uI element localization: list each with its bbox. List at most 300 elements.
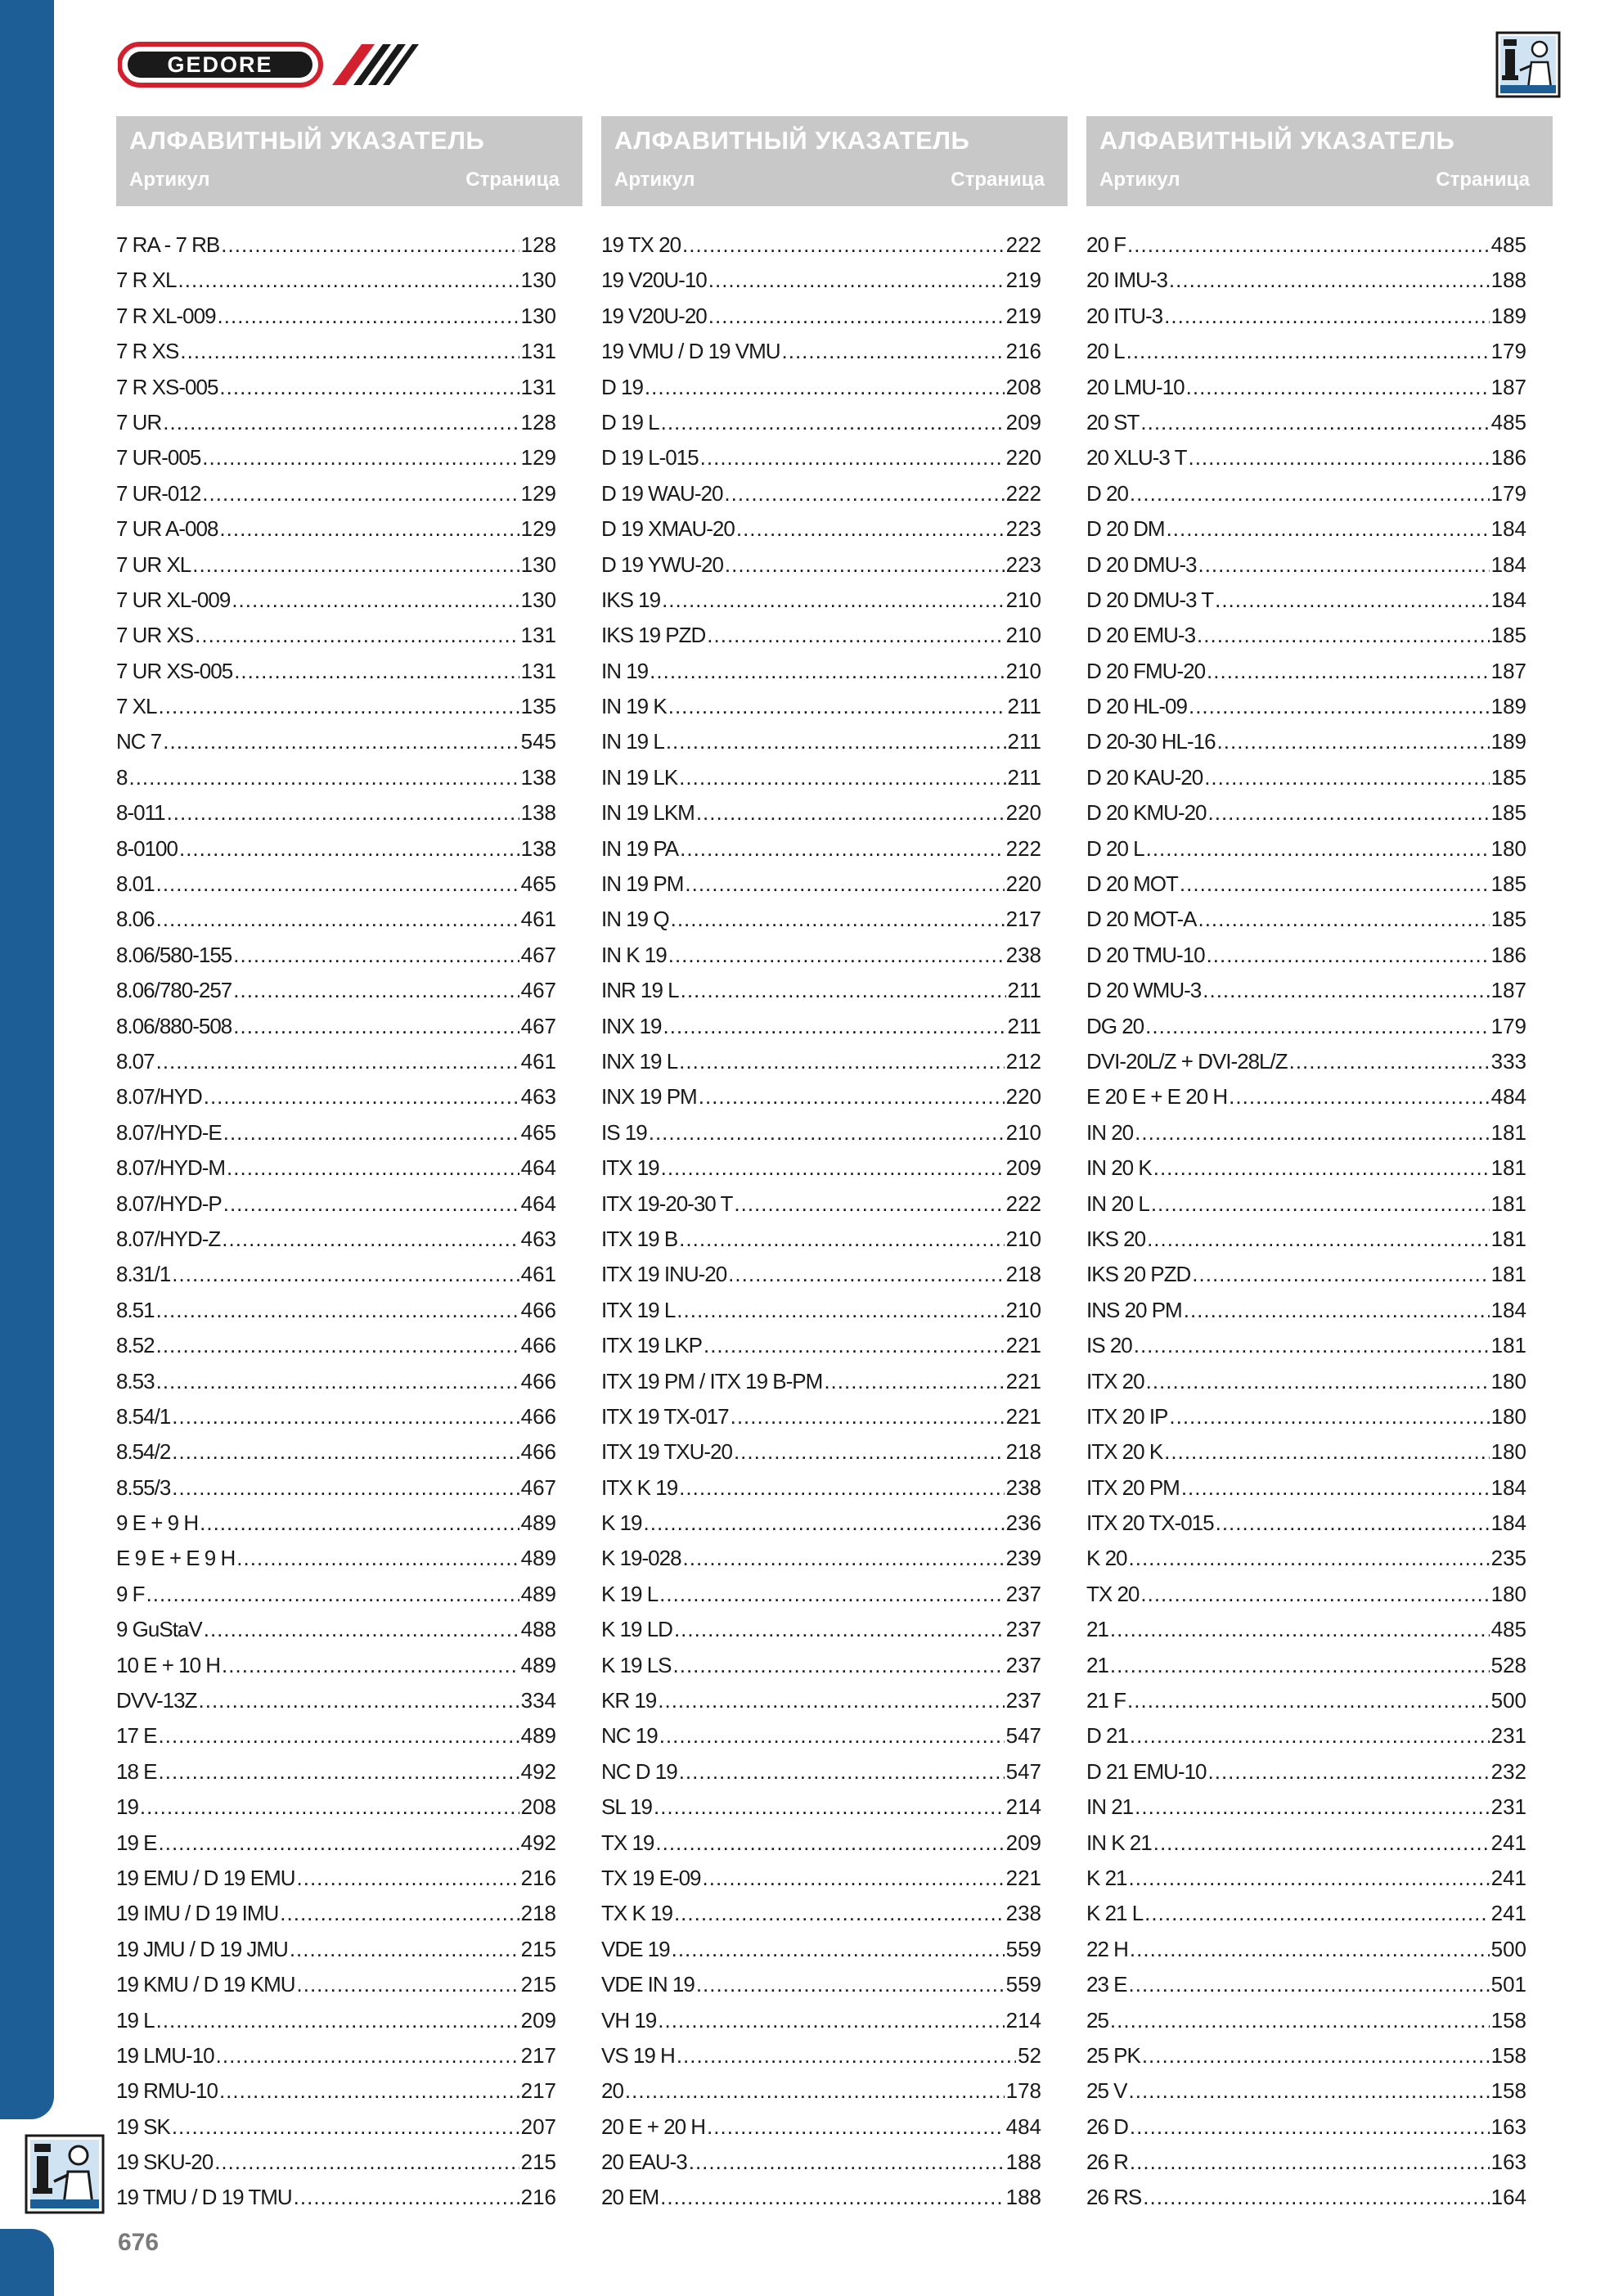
article-number: 8.06/780-257: [116, 978, 232, 1003]
dot-leader: [140, 1794, 519, 1820]
header-page-label: Страница: [465, 169, 560, 191]
page-reference: 130: [520, 268, 556, 293]
article-number: D 20 KMU-20: [1086, 800, 1207, 826]
dot-leader: [1130, 481, 1490, 506]
index-entry: [601, 2008, 1041, 2043]
article-number: 7 UR: [116, 409, 162, 434]
article-number: VH 19: [601, 2007, 657, 2033]
article-number: 19 JMU / D 19 JMU: [116, 1936, 288, 1961]
index-entry: [1086, 1404, 1526, 1439]
page-reference: 214: [1005, 2007, 1041, 2033]
article-number: IKS 19 PZD: [601, 623, 706, 648]
dot-leader: [666, 729, 1006, 754]
page-reference: 467: [520, 978, 556, 1003]
dot-leader: [1192, 1262, 1489, 1287]
article-number: INS 20 PM: [1086, 1297, 1182, 1322]
article-number: 26 R: [1086, 2150, 1128, 2175]
dot-leader: [1169, 268, 1490, 293]
dot-leader: [159, 1723, 519, 1749]
page-reference: 181: [1490, 1155, 1526, 1181]
article-number: D 20 EMU-3: [1086, 623, 1196, 648]
page-reference: 181: [1490, 1262, 1526, 1287]
index-entry: [1086, 2114, 1526, 2150]
index-entry: [601, 481, 1041, 516]
dot-leader: [222, 1227, 519, 1252]
article-number: 7 R XS: [116, 339, 179, 364]
index-entry: [601, 1937, 1041, 1972]
article-number: IN 19 L: [601, 729, 664, 754]
index-entry: [116, 516, 556, 551]
index-entry: [601, 1688, 1041, 1723]
dot-leader: [199, 1688, 519, 1713]
index-entry: [601, 1582, 1041, 1617]
page-reference: 485: [1490, 409, 1526, 434]
dot-leader: [159, 1759, 519, 1785]
page-reference: 209: [520, 2007, 556, 2033]
page-reference: 547: [1005, 1758, 1041, 1784]
index-entry: [601, 1014, 1041, 1049]
article-number: 7 UR XS: [116, 623, 194, 648]
page-reference: 184: [1490, 1474, 1526, 1500]
page-reference: 216: [1005, 339, 1041, 364]
index-entry: [1086, 1723, 1526, 1758]
dot-leader: [1207, 659, 1490, 684]
index-entry: [116, 1049, 556, 1084]
article-number: IKS 20: [1086, 1226, 1146, 1251]
dot-leader: [658, 1688, 1004, 1713]
article-number: D 20 MOT-A: [1086, 907, 1197, 932]
page-reference: 180: [1490, 835, 1526, 861]
page-reference: 208: [520, 1794, 556, 1820]
article-number: D 20 TMU-10: [1086, 942, 1205, 967]
page-reference: 187: [1490, 658, 1526, 683]
article-number: K 19 LD: [601, 1617, 672, 1642]
dot-leader: [172, 1475, 519, 1501]
page-reference: 219: [1005, 268, 1041, 293]
index-entry: [601, 1972, 1041, 2007]
index-entry: [116, 943, 556, 978]
article-number: 8.07/HYD: [116, 1084, 202, 1110]
page-reference: 528: [1490, 1652, 1526, 1677]
article-number: D 19 XMAU-20: [601, 516, 735, 542]
dot-leader: [683, 1546, 1005, 1571]
page-reference: 138: [520, 764, 556, 790]
article-number: ITX 19: [601, 1155, 659, 1181]
index-entry: [601, 1120, 1041, 1155]
dot-leader: [674, 1617, 1005, 1642]
index-entry: [1086, 1866, 1526, 1901]
dot-leader: [644, 1510, 1005, 1536]
article-number: 20 ITU-3: [1086, 303, 1163, 328]
article-number: IS 19: [601, 1119, 647, 1145]
index-entry: [116, 2078, 556, 2114]
page-reference: 180: [1490, 1581, 1526, 1606]
header-title: АЛФАВИТНЫЙ УКАЗАТЕЛЬ: [1099, 126, 1455, 155]
dot-leader: [1140, 410, 1489, 435]
index-column-2: [601, 232, 1041, 2221]
index-entry: [1086, 1227, 1526, 1262]
dot-leader: [1188, 445, 1489, 470]
article-number: 7 R XL-009: [116, 303, 216, 328]
article-number: ITX 20 PM: [1086, 1474, 1180, 1500]
article-number: D 20 DM: [1086, 516, 1165, 542]
index-entry: [1086, 1120, 1526, 1155]
article-number: SL 19: [601, 1794, 652, 1820]
article-number: D 20 KAU-20: [1086, 764, 1203, 790]
article-number: ITX 19 LKP: [601, 1333, 702, 1358]
article-number: INX 19 PM: [601, 1084, 697, 1110]
index-entry: [116, 268, 556, 303]
page-reference: 216: [520, 1865, 556, 1890]
page-reference: 52: [1018, 2042, 1041, 2068]
page-reference: 179: [1490, 339, 1526, 364]
article-number: K 19-028: [601, 1546, 681, 1571]
dot-leader: [661, 410, 1005, 435]
index-entry: [601, 1653, 1041, 1688]
index-entry: [1086, 410, 1526, 445]
dot-leader: [677, 2043, 1016, 2069]
article-number: K 21 L: [1086, 1901, 1144, 1926]
dot-leader: [232, 588, 519, 613]
page-reference: 220: [1005, 1084, 1041, 1110]
index-entry: [601, 410, 1041, 445]
dot-leader: [671, 907, 1005, 932]
article-number: 20 ST: [1086, 409, 1140, 434]
index-entry: [1086, 232, 1526, 268]
dot-leader: [219, 375, 519, 400]
dot-leader: [1145, 1014, 1489, 1039]
dot-leader: [202, 481, 519, 506]
index-entry: [601, 268, 1041, 303]
page-reference: 466: [520, 1368, 556, 1393]
header-article-label: Артикул: [614, 169, 695, 191]
page-reference: 189: [1490, 729, 1526, 754]
article-number: NC 19: [601, 1723, 658, 1749]
header-title: АЛФАВИТНЫЙ УКАЗАТЕЛЬ: [129, 126, 485, 155]
page-reference: 187: [1490, 374, 1526, 399]
page-reference: 211: [1007, 694, 1041, 719]
page-reference: 184: [1490, 587, 1526, 612]
article-number: ITX 20: [1086, 1368, 1144, 1393]
article-number: D 19 YWU-20: [601, 551, 723, 577]
dot-leader: [156, 1369, 519, 1394]
index-entry: [1086, 1688, 1526, 1723]
article-number: IN K 21: [1086, 1830, 1152, 1855]
dot-leader: [689, 2150, 1005, 2175]
index-entry: [1086, 1155, 1526, 1191]
page-reference: 547: [1005, 1723, 1041, 1749]
dot-leader: [180, 339, 519, 364]
index-entry: [1086, 375, 1526, 410]
page-reference: 334: [520, 1688, 556, 1713]
dot-leader: [1129, 1866, 1490, 1891]
index-entry: [1086, 1049, 1526, 1084]
index-entry: [116, 2008, 556, 2043]
article-number: NC D 19: [601, 1758, 677, 1784]
page-reference: 466: [520, 1439, 556, 1465]
page-reference: 221: [1005, 1403, 1041, 1429]
dot-leader: [1130, 1937, 1490, 1962]
dot-leader: [1134, 1333, 1490, 1358]
article-number: 26 D: [1086, 2114, 1128, 2139]
page-reference: 184: [1490, 1510, 1526, 1536]
dot-leader: [294, 2185, 519, 2210]
article-number: VDE 19: [601, 1936, 670, 1961]
article-number: ITX 20 IP: [1086, 1403, 1168, 1429]
page-reference: 464: [520, 1155, 556, 1181]
page-reference: 241: [1490, 1901, 1526, 1926]
dot-leader: [1143, 2185, 1489, 2210]
article-number: 25: [1086, 2007, 1108, 2033]
article-number: IN 19: [601, 658, 649, 683]
index-entry: [1086, 304, 1526, 339]
dot-leader: [662, 588, 1005, 613]
page-reference: 184: [1490, 1297, 1526, 1322]
index-entry: [116, 1120, 556, 1155]
index-entry: [116, 232, 556, 268]
index-entry: [1086, 1794, 1526, 1830]
page-reference: 239: [1005, 1546, 1041, 1571]
index-entry: [116, 836, 556, 871]
index-entry: [116, 1262, 556, 1297]
dot-leader: [1151, 1191, 1490, 1217]
dot-leader: [1110, 2008, 1490, 2033]
dot-leader: [172, 2114, 519, 2140]
dot-leader: [195, 623, 519, 648]
index-entry: [1086, 765, 1526, 800]
article-number: D 20: [1086, 480, 1128, 506]
page-reference: 220: [1005, 871, 1041, 897]
dot-leader: [659, 1582, 1004, 1607]
page-reference: 184: [1490, 551, 1526, 577]
dot-leader: [1208, 800, 1490, 826]
page-reference: 135: [520, 694, 556, 719]
page-reference: 215: [520, 1972, 556, 1997]
article-number: 19: [116, 1794, 138, 1820]
dot-leader: [1197, 623, 1490, 648]
index-column-1: [116, 232, 556, 2221]
sidebar-accent: [0, 0, 54, 2119]
dot-leader: [1153, 1830, 1490, 1856]
article-number: NC 7: [116, 729, 162, 754]
article-number: KR 19: [601, 1688, 657, 1713]
dot-leader: [1164, 1439, 1489, 1465]
page-reference: 210: [1005, 1297, 1041, 1322]
dot-leader: [163, 729, 519, 754]
article-number: 9 F: [116, 1581, 145, 1606]
page-reference: 465: [520, 1119, 556, 1145]
page-reference: 209: [1005, 1155, 1041, 1181]
dot-leader: [192, 552, 519, 578]
index-entry: [1086, 2185, 1526, 2220]
index-entry: [601, 1084, 1041, 1119]
article-number: 19 RMU-10: [116, 2078, 218, 2104]
dot-leader: [655, 1830, 1004, 1856]
index-entry: [1086, 481, 1526, 516]
page-reference: 179: [1490, 1013, 1526, 1038]
page-reference: 217: [520, 2078, 556, 2104]
index-header: [116, 116, 582, 206]
dot-leader: [1169, 1404, 1489, 1429]
index-entry: [1086, 516, 1526, 551]
index-entry: [601, 232, 1041, 268]
index-entry: [116, 1333, 556, 1368]
dot-leader: [677, 1298, 1004, 1323]
page-reference: 130: [520, 551, 556, 577]
index-entry: [116, 339, 556, 374]
article-number: 19 LMU-10: [116, 2042, 214, 2068]
dot-leader: [1146, 1369, 1490, 1394]
article-number: 8.53: [116, 1368, 155, 1393]
index-entry: [116, 1369, 556, 1404]
page-reference: 180: [1490, 1403, 1526, 1429]
page-reference: 500: [1490, 1688, 1526, 1713]
article-number: 7 R XS-005: [116, 374, 218, 399]
page-reference: 138: [520, 800, 556, 826]
dot-leader: [1135, 1120, 1489, 1146]
page-reference: 208: [1005, 374, 1041, 399]
header-title: АЛФАВИТНЫЙ УКАЗАТЕЛЬ: [614, 126, 970, 155]
article-number: IKS 20 PZD: [1086, 1262, 1191, 1287]
dot-leader: [233, 978, 519, 1003]
page-reference: 212: [1005, 1048, 1041, 1074]
index-entry: [601, 2185, 1041, 2220]
page-reference: 215: [520, 2150, 556, 2175]
page-reference: 189: [1490, 303, 1526, 328]
page-reference: 188: [1490, 268, 1526, 293]
index-entry: [1086, 1653, 1526, 1688]
dot-leader: [1203, 978, 1489, 1003]
index-entry: [1086, 2008, 1526, 2043]
article-number: D 19: [601, 374, 643, 399]
index-entry: [116, 2150, 556, 2185]
article-number: 19 SKU-20: [116, 2150, 214, 2175]
page-reference: 138: [520, 835, 556, 861]
dot-leader: [223, 1120, 519, 1146]
dot-leader: [1167, 516, 1490, 542]
dot-leader: [672, 1937, 1005, 1962]
index-entry: [116, 623, 556, 658]
index-entry: [1086, 1475, 1526, 1510]
dot-leader: [1189, 694, 1490, 719]
page-number: 676: [118, 2229, 160, 2256]
index-entry: [601, 1227, 1041, 1262]
dot-leader: [146, 1582, 519, 1607]
page-reference: 128: [520, 232, 556, 257]
index-entry: [1086, 339, 1526, 374]
article-number: 22 H: [1086, 1936, 1128, 1961]
page-reference: 188: [1005, 2150, 1041, 2175]
index-entry: [601, 1830, 1041, 1866]
index-entry: [1086, 1369, 1526, 1404]
article-number: IN 19 LKM: [601, 800, 695, 826]
dot-leader: [1180, 871, 1490, 897]
index-entry: [601, 1439, 1041, 1474]
index-entry: [1086, 1014, 1526, 1049]
page-reference: 489: [520, 1546, 556, 1571]
article-number: 7 UR-012: [116, 480, 201, 506]
index-entry: [116, 1227, 556, 1262]
dot-leader: [673, 1653, 1005, 1678]
dot-leader: [1181, 1475, 1490, 1501]
index-entry: [1086, 1262, 1526, 1297]
page-reference: 207: [520, 2114, 556, 2139]
dot-leader: [234, 659, 519, 684]
article-number: 19 SK: [116, 2114, 170, 2139]
page-reference: 131: [520, 374, 556, 399]
article-number: 9 GuStaV: [116, 1617, 202, 1642]
article-number: 23 E: [1086, 1972, 1127, 1997]
dot-leader: [736, 516, 1005, 542]
page-reference: 217: [1005, 907, 1041, 932]
index-entry: [1086, 1191, 1526, 1227]
page-reference: 466: [520, 1297, 556, 1322]
index-entry: [1086, 623, 1526, 658]
index-entry: [116, 552, 556, 588]
dot-leader: [782, 339, 1005, 364]
page-reference: 209: [1005, 1830, 1041, 1855]
article-number: INR 19 L: [601, 978, 679, 1003]
dot-leader: [297, 1866, 519, 1891]
page-reference: 158: [1490, 2078, 1526, 2104]
article-number: 19 L: [116, 2007, 155, 2033]
article-number: 7 UR A-008: [116, 516, 218, 542]
index-entry: [116, 1653, 556, 1688]
dot-leader: [219, 2078, 519, 2104]
article-number: ITX 19-20-30 T: [601, 1191, 733, 1216]
index-entry: [1086, 800, 1526, 835]
article-number: 8.54/1: [116, 1403, 171, 1429]
dot-leader: [218, 304, 519, 329]
dot-leader: [221, 232, 519, 258]
info-person-icon: [25, 2134, 105, 2214]
article-number: ITX 20 TX-015: [1086, 1510, 1214, 1536]
dot-leader: [1146, 836, 1490, 862]
dot-leader: [725, 552, 1005, 578]
dot-leader: [204, 1617, 519, 1642]
dot-leader: [1216, 1510, 1490, 1536]
page-reference: 217: [520, 2042, 556, 2068]
article-number: 20 EM: [601, 2185, 659, 2210]
index-entry: [116, 765, 556, 800]
page-reference: 129: [520, 445, 556, 470]
dot-leader: [172, 1262, 519, 1287]
article-number: DG 20: [1086, 1013, 1144, 1038]
index-entry: [601, 836, 1041, 871]
article-number: IKS 19: [601, 587, 661, 612]
dot-leader: [661, 1155, 1005, 1181]
page-reference: 179: [1490, 480, 1526, 506]
article-number: 21: [1086, 1652, 1108, 1677]
index-entry: [116, 1866, 556, 1901]
article-number: 8-0100: [116, 835, 178, 861]
page-reference: 218: [1005, 1439, 1041, 1465]
page-reference: 223: [1005, 551, 1041, 577]
index-entry: [1086, 1582, 1526, 1617]
index-entry: [601, 1049, 1041, 1084]
page-reference: 180: [1490, 1368, 1526, 1393]
header-page-label: Страница: [1436, 169, 1530, 191]
page-reference: 237: [1005, 1688, 1041, 1713]
article-number: 20 IMU-3: [1086, 268, 1167, 293]
article-number: 8.54/2: [116, 1439, 171, 1465]
dot-leader: [1229, 1084, 1489, 1110]
article-number: 19 TMU / D 19 TMU: [116, 2185, 292, 2210]
index-entry: [601, 729, 1041, 764]
page-reference: 185: [1490, 871, 1526, 897]
page-reference: 216: [520, 2185, 556, 2210]
index-entry: [116, 2114, 556, 2150]
